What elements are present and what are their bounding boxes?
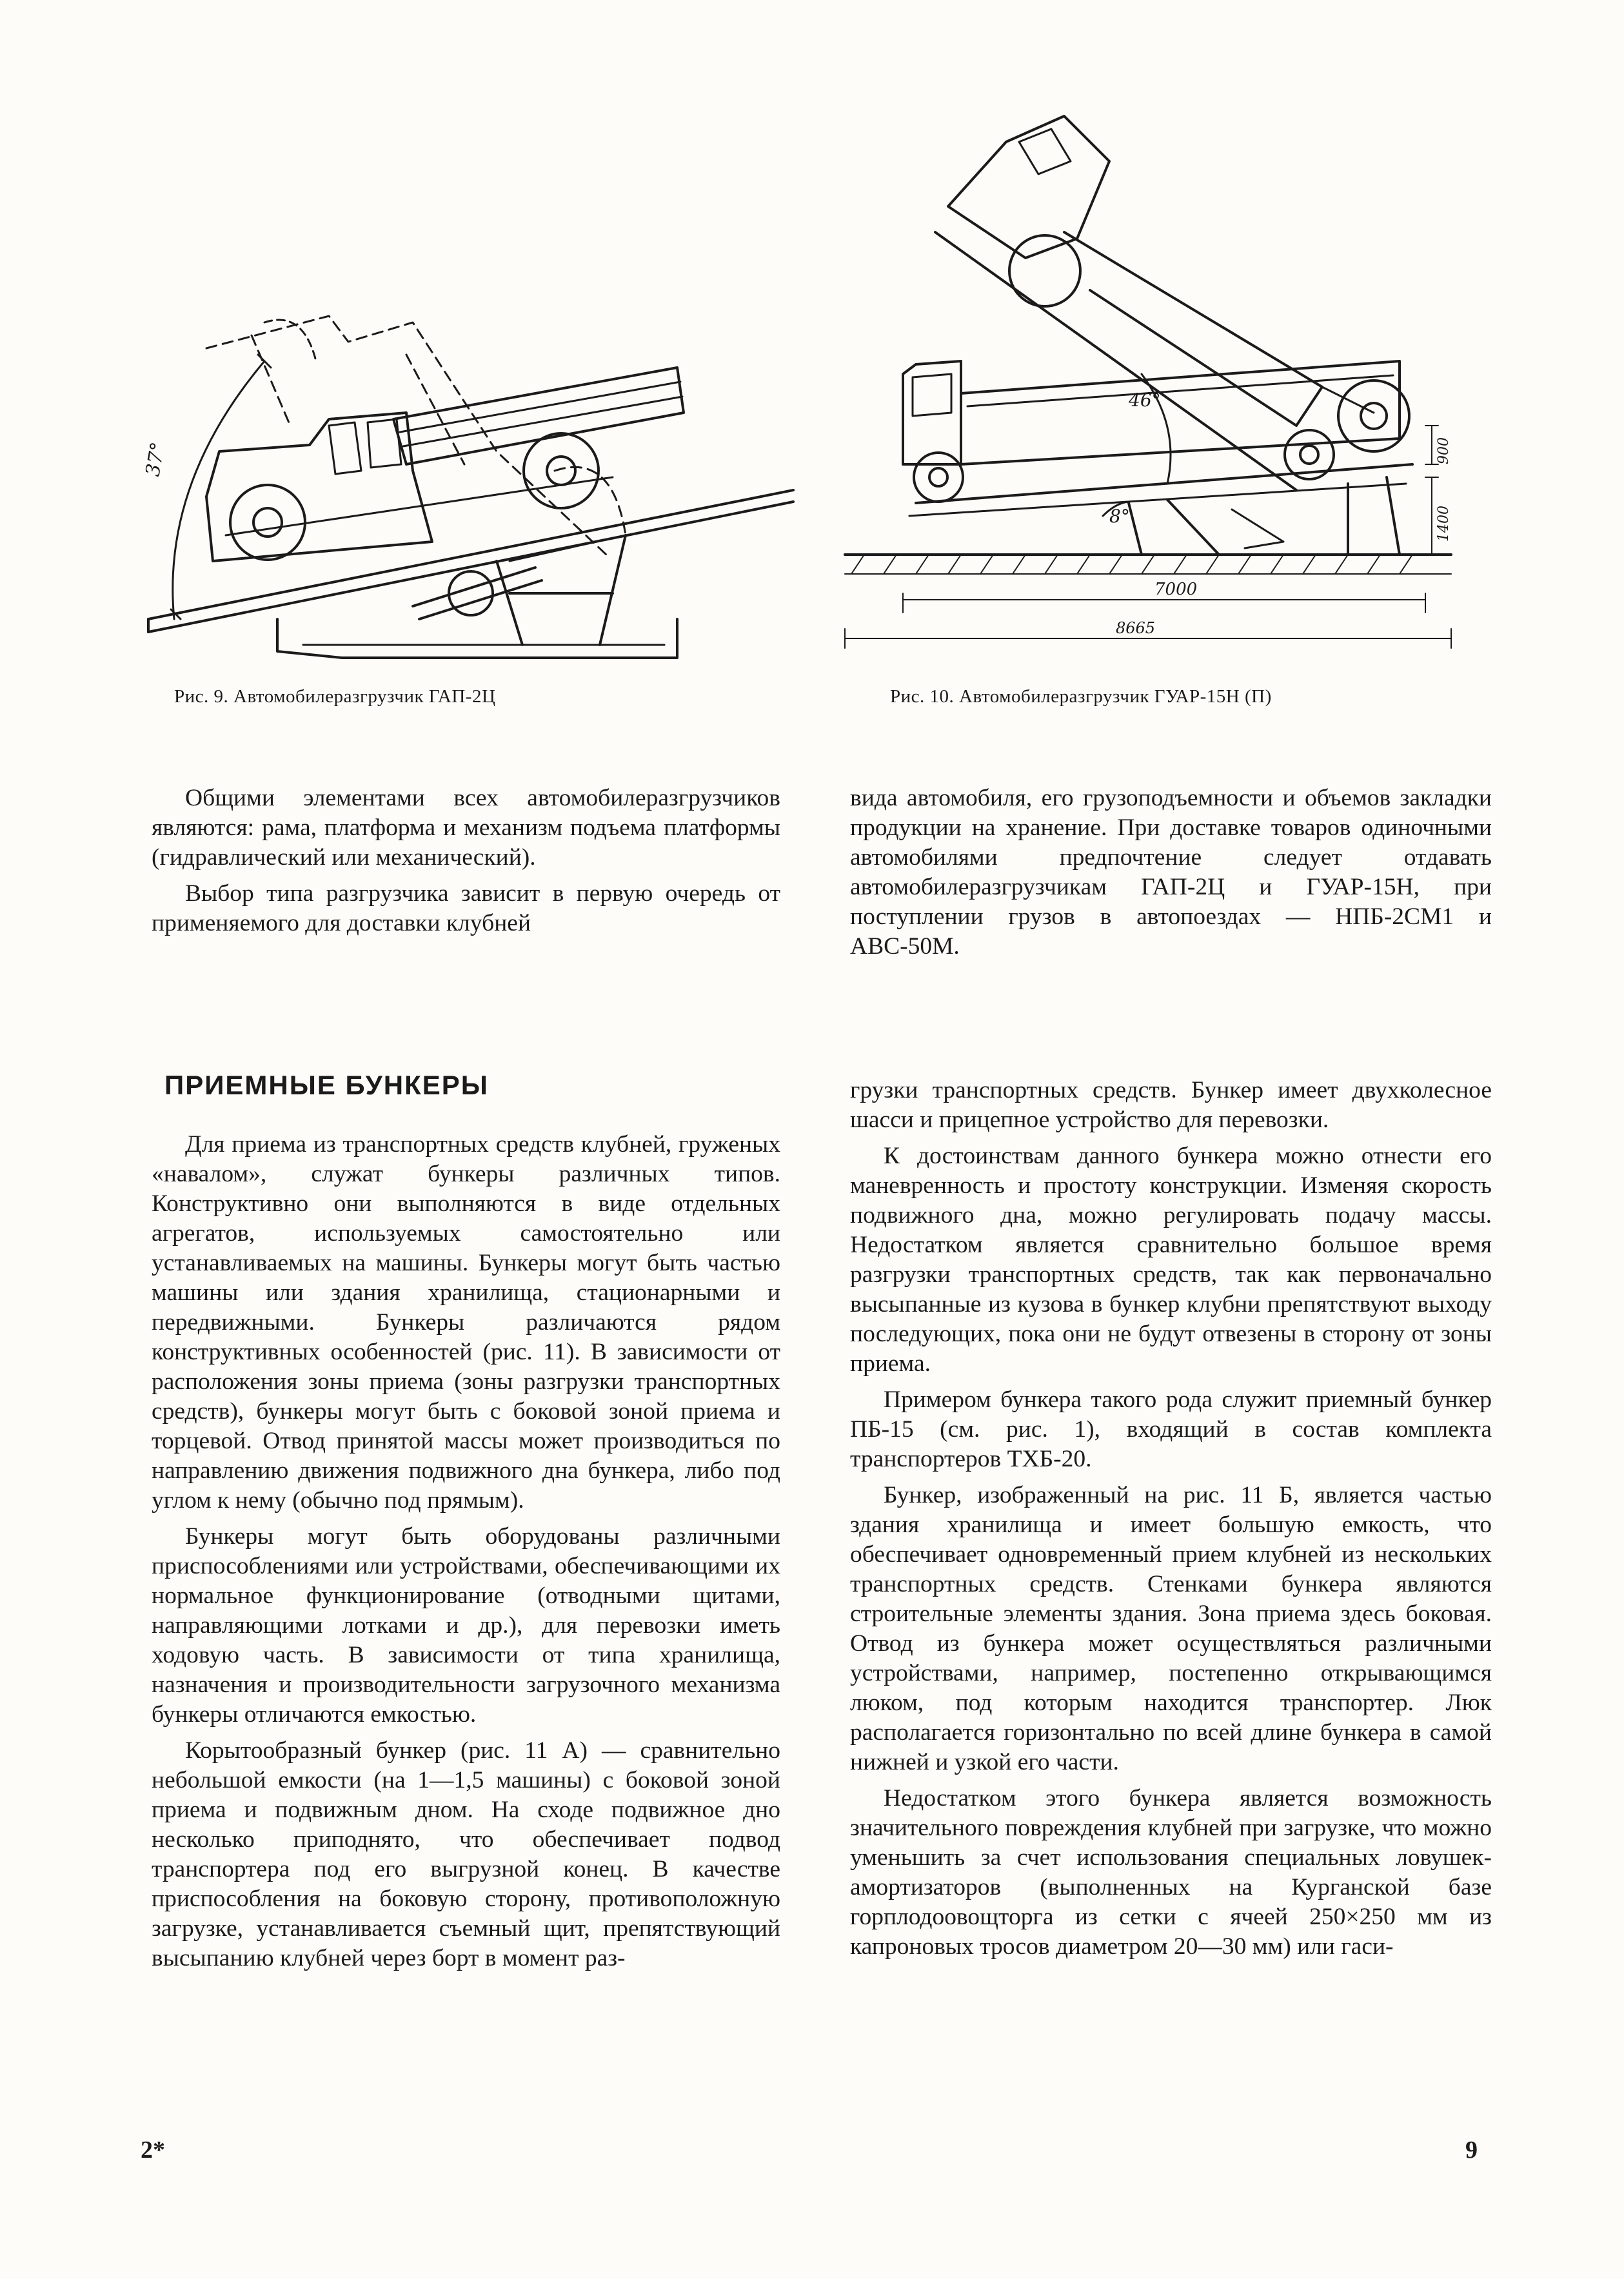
signature-mark: 2* [141, 2136, 165, 2164]
paragraph: Бункер, изображенный на рис. 11 Б, является частью здания хранилища и имеет большую емкость, что обеспечивает одновременный прием клубней из нескольких транспортных средств. Стенками бункера являются строительные элементы здания. Зона приема здесь боковая. Отвод из бункера может осуществляться различными устройствами, например, постепенно открывающимся люком, под которым находится транспортер. Люк располагается горизонтально по всей длине бункера в самой нижней и узкой его части. [850, 1482, 1492, 1775]
paragraph: Корытообразный бункер (рис. 11 А) — сравнительно небольшой емкости (на 1—1,5 машины) с боковой зоной приема и подвижным дном. На сходе подвижное дно несколько приподнято, что обеспечивает подвод транспортера под его выгрузной конец. В качестве приспособления на боковую сторону, противоположную загрузке, устанавливается съемный щит, препятствующий высыпанию клубней через борт в момент раз- [152, 1737, 780, 1971]
paragraph: Примером бункера такого рода служит приемный бункер ПБ-15 (см. рис. 1), входящий в состав комплекта транспортеров ТХБ-20. [850, 1386, 1492, 1472]
figure-10-dim-8665: 8665 [1116, 619, 1156, 637]
figure-10-angle-46-label: 46° [1129, 390, 1161, 411]
figure-10-drawing [832, 103, 1477, 651]
figure-10-angle-8-label: 8° [1109, 506, 1130, 527]
figure-10-dim-900: 900 [1436, 437, 1452, 464]
top-left-column [152, 784, 780, 945]
paragraph: вида автомобиля, его грузоподъемности и объемов закладки продукции на хранение. При доставке товаров одиночными автомобилями предпочтение следует отдавать автомобилеразгрузчикам ГАП-2Ц и ГУАР-15Н, при поступлении грузов в автопоездах — НПБ-2СМ1 и АВС-50М. [850, 785, 1492, 960]
figure-10-dim-7000: 7000 [1154, 580, 1198, 599]
paragraph: Бункеры могут быть оборудованы различными приспособлениями или устройствами, обеспечивающими их нормальное функционирование (отводными щитами, направляющими лотками и др.), для перевозки иметь ходовую часть. В зависимости от типа хранилища, назначения и производительности загрузочного механизма бункеры отличаются емкостью. [152, 1523, 780, 1728]
section-left-column [152, 1130, 780, 1980]
section-right-column [850, 1076, 1492, 1968]
page-number: 9 [1465, 2136, 1478, 2164]
figure-9-drawing [135, 258, 806, 684]
section-heading: ПРИЕМНЫЕ БУНКЕРЫ [164, 1070, 489, 1100]
figure-9-caption: Рис. 9. Автомобилеразгрузчик ГАП-2Ц [174, 686, 496, 707]
paragraph: Недостатком этого бункера является возможность значительного повреждения клубней при загрузке, что можно уменьшить за счет использования специальных ловушек-амортизаторов (выполненных на Курганской базе горплодоовощторга из сетки с ячеей 250×250 мм из капроновых тросов диаметром 20—30 мм) или гаси- [850, 1785, 1492, 1960]
figure-10-caption: Рис. 10. Автомобилеразгрузчик ГУАР-15Н (П) [890, 686, 1272, 707]
paragraph: грузки транспортных средств. Бункер имеет двухколесное шасси и прицепное устройство для перевозки. [850, 1077, 1492, 1133]
paragraph: Для приема из транспортных средств клубней, груженых «навалом», служат бункеры различных типов. Конструктивно они выполняются в виде отдельных агрегатов, используемых самостоятельно или устанавливаемых на машины. Бункеры могут быть частью машины или здания хранилища, стационарными и передвижными. Бункеры различаются рядом конструктивных особенностей (рис. 11). В зависимости от расположения зоны приема (зоны разгрузки транспортных средств), бункеры могут быть с боковой зоной приема и торцевой. Отвод принятой массы может производиться по направлению движения подвижного дна бункера, либо под углом к нему (обычно под прямым). [152, 1131, 780, 1514]
paragraph: Общими элементами всех автомобилеразгрузчиков являются: рама, платформа и механизм подъема платформы (гидравлический или механический). [152, 785, 780, 871]
paragraph: Выбор типа разгрузчика зависит в первую очередь от применяемого для доставки клубней [152, 880, 780, 936]
figure-10-dim-1400: 1400 [1436, 506, 1452, 542]
top-right-column [850, 784, 1492, 968]
paragraph: К достоинствам данного бункера можно отнести его маневренность и простоту конструкции. Изменяя скорость подвижного дна, можно регулировать подачу массы. Недостатком является сравнительно большое время разгрузки транспортных средств, так как первоначально высыпанные из кузова в бункер клубни препятствуют выходу последующих, пока они не будут отвезены в сторону от зоны приема. [850, 1143, 1492, 1377]
figure-9-angle-label: 37° [141, 440, 170, 478]
